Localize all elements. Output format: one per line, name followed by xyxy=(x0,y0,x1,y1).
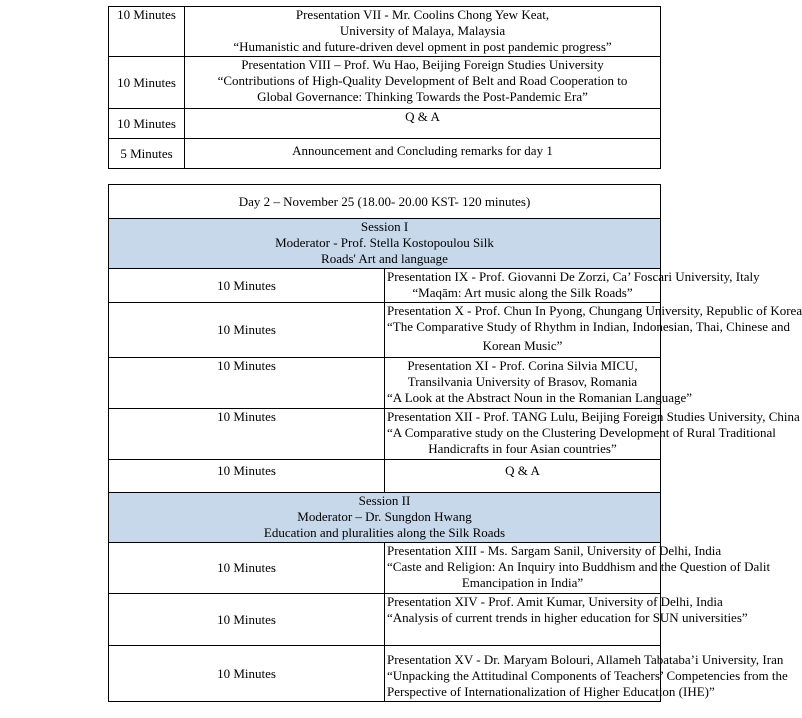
table-row xyxy=(109,109,661,139)
duration-cell: 10 Minutes xyxy=(109,594,385,646)
presentation-title: Presentation XIII - Ms. Sargam Sanil, University of Delhi, India xyxy=(387,543,722,558)
table-row xyxy=(109,269,661,303)
presentation-cell xyxy=(185,57,661,109)
session-header xyxy=(109,219,661,269)
presentation-title: Presentation VII - Mr. Coolins Chong Yew Keat, xyxy=(295,7,550,22)
presentation-affiliation: University of Malaya, Malaysia xyxy=(339,23,506,38)
duration-cell: 10 Minutes xyxy=(109,646,385,702)
qa-label: Q & A xyxy=(505,463,540,478)
presentation-topic: “Caste and Religion: An Inquiry into Buddhism and the Question of Dalit xyxy=(387,559,771,574)
duration-cell: 10 Minutes xyxy=(109,57,185,109)
presentation-title: Presentation XI - Prof. Corina Silvia MICU, xyxy=(407,358,638,373)
presentation-topic: Emancipation in India” xyxy=(461,575,584,590)
presentation-cell xyxy=(385,269,760,303)
table-row xyxy=(109,409,661,460)
presentation-topic: Global Governance: Thinking Towards the Post-Pandemic Era” xyxy=(257,89,588,104)
presentation-cell xyxy=(385,303,802,358)
presentation-title: Presentation XV - Dr. Maryam Bolouri, Allameh Tabataba’i University, Iran xyxy=(387,652,784,667)
presentation-topic: Korean Music” xyxy=(482,338,563,353)
presentation-cell xyxy=(385,543,771,594)
presentation-affiliation: Transilvania University of Brasov, Romania xyxy=(407,374,638,389)
presentation-cell xyxy=(385,594,748,646)
table-row xyxy=(109,646,661,702)
presentation-topic: Handicrafts in four Asian countries” xyxy=(428,441,617,456)
presentation-title: Presentation VIII – Prof. Wu Hao, Beijing Foreign Studies University xyxy=(241,57,604,72)
presentation-title: Presentation XII - Prof. TANG Lulu, Beijing Foreign Studies University, China xyxy=(387,409,800,424)
table-row xyxy=(109,543,661,594)
qa-cell xyxy=(385,460,661,493)
table-row xyxy=(109,7,661,57)
table-row xyxy=(109,303,661,358)
session-header-row xyxy=(109,219,661,269)
table-row xyxy=(109,460,661,493)
session-title: Session II xyxy=(358,493,411,508)
duration-cell: 5 Minutes xyxy=(109,139,185,169)
qa-label: Q & A xyxy=(405,109,440,124)
qa-cell xyxy=(185,109,661,139)
session-header xyxy=(109,493,661,543)
presentation-topic: Perspective of Internationalization of Higher Education (IHE)” xyxy=(387,684,715,699)
table-row xyxy=(109,57,661,109)
duration-cell: 10 Minutes xyxy=(109,7,185,57)
presentation-cell xyxy=(385,646,788,702)
duration-cell: 10 Minutes xyxy=(109,543,385,594)
session-header-row xyxy=(109,493,661,543)
day1-schedule-table xyxy=(108,6,661,169)
day-header: Day 2 – November 25 (18.00- 20.00 KST- 120 minutes) xyxy=(109,185,661,219)
session-moderator: Moderator – Dr. Sungdon Hwang xyxy=(297,509,472,524)
table-row xyxy=(109,594,661,646)
day-header-row xyxy=(109,185,661,219)
presentation-topic: “A Look at the Abstract Noun in the Romanian Language” xyxy=(387,390,693,405)
table-row xyxy=(109,139,661,169)
presentation-title: Presentation X - Prof. Chun In Pyong, Chungang University, Republic of Korea xyxy=(387,303,802,318)
presentation-topic: “Analysis of current trends in higher education for SUN universities” xyxy=(387,610,748,625)
presentation-topic: “The Comparative Study of Rhythm in Indian, Indonesian, Thai, Chinese and xyxy=(387,319,791,334)
presentation-topic: “Unpacking the Attitudinal Components of Teachers’ Competencies from the xyxy=(387,668,788,683)
presentation-cell xyxy=(385,358,693,409)
presentation-topic: “Contributions of High-Quality Development of Belt and Road Cooperation to xyxy=(217,73,628,88)
presentation-topic: “Maqām: Art music along the Silk Roads” xyxy=(412,285,633,300)
session-moderator: Moderator - Prof. Stella Kostopoulou Silk xyxy=(275,235,494,250)
presentation-topic: “A Comparative study on the Clustering Development of Rural Traditional xyxy=(387,425,776,440)
session-title: Session I xyxy=(360,219,409,234)
duration-cell: 10 Minutes xyxy=(109,109,185,139)
duration-cell: 10 Minutes xyxy=(109,269,385,303)
duration-cell: 10 Minutes xyxy=(109,460,385,493)
presentation-topic: “Humanistic and future-driven devel opment in post pandemic progress” xyxy=(233,39,612,54)
day2-schedule-table xyxy=(108,184,802,702)
presentation-cell xyxy=(385,409,800,460)
duration-cell: 10 Minutes xyxy=(109,303,385,358)
duration-cell: 10 Minutes xyxy=(109,409,385,460)
presentation-title: Presentation XIV - Prof. Amit Kumar, University of Delhi, India xyxy=(387,594,723,609)
table-row xyxy=(109,358,661,409)
announcement-label: Announcement and Concluding remarks for day 1 xyxy=(292,143,553,158)
presentation-cell xyxy=(185,7,661,57)
presentation-title: Presentation IX - Prof. Giovanni De Zorzi, Ca’ Foscari University, Italy xyxy=(387,269,760,284)
session-theme: Education and pluralities along the Silk Roads xyxy=(263,525,506,540)
duration-cell: 10 Minutes xyxy=(109,358,385,409)
session-theme: Roads' Art and language xyxy=(321,251,448,266)
announcement-cell xyxy=(185,139,661,169)
